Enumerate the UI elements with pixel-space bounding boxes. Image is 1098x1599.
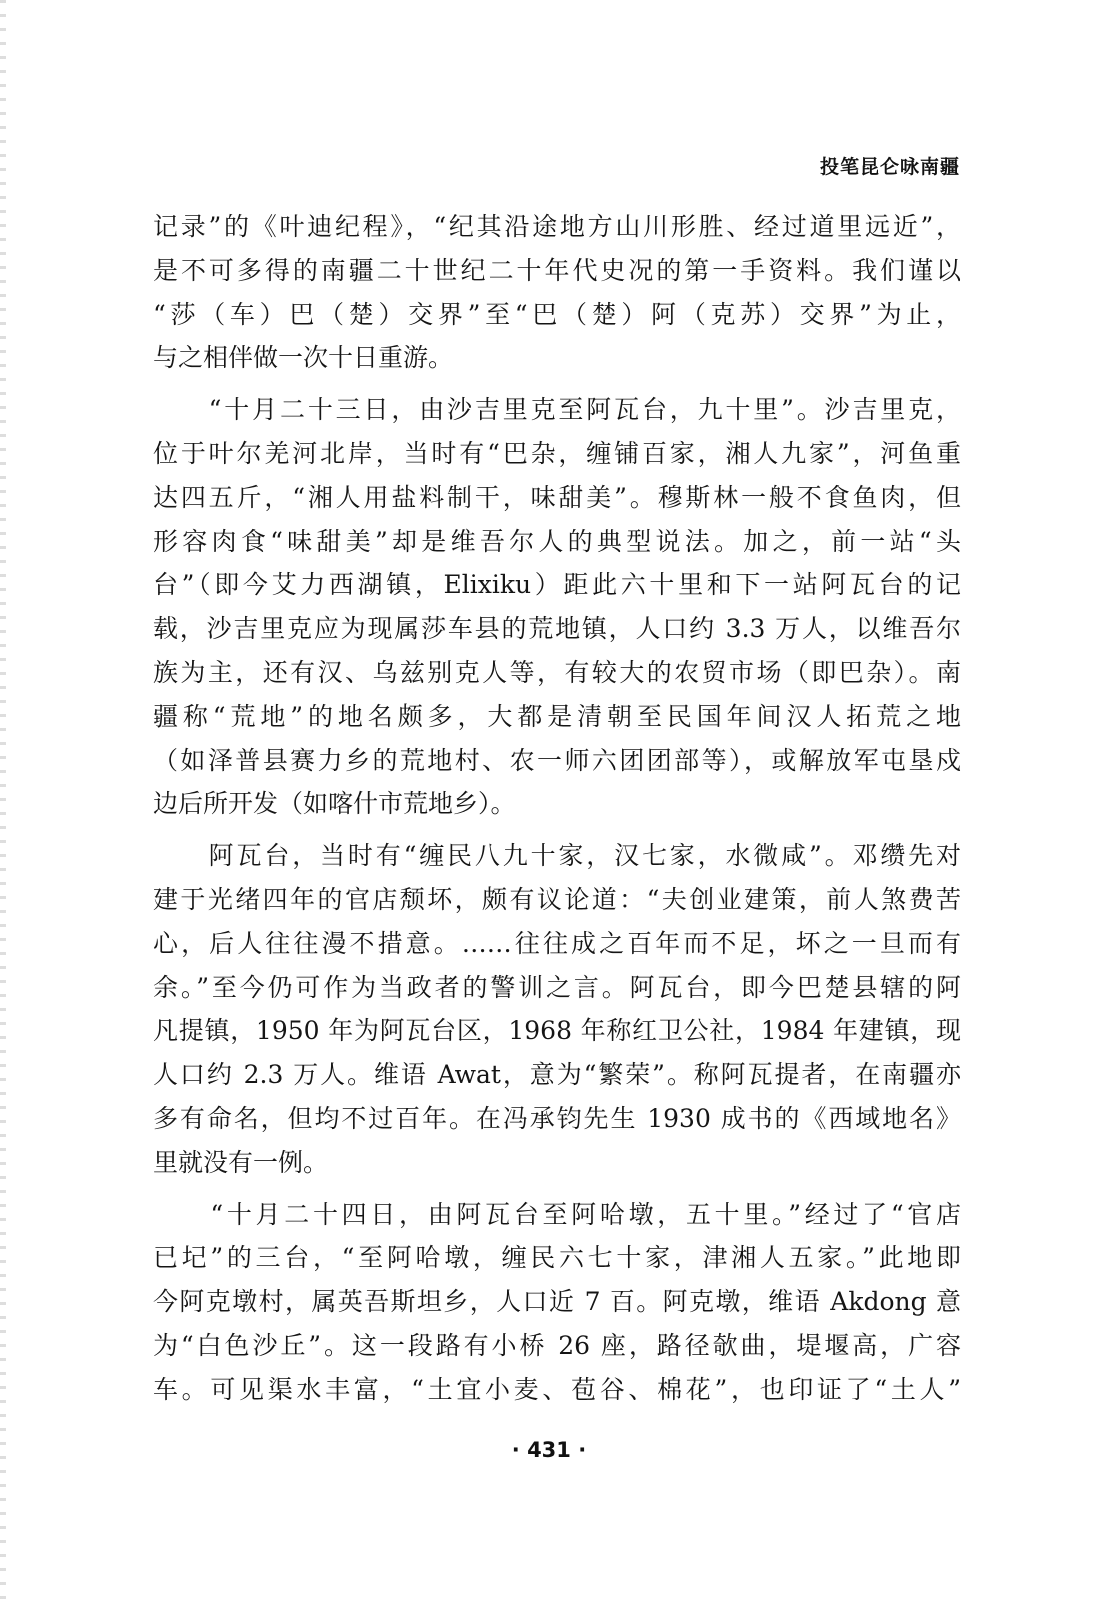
- text-line: 达四五斤，“湘人用盐料制干，味甜美”。穆斯林一般不食鱼肉，但: [153, 482, 961, 512]
- text-line: 族为主，还有汉、乌兹别克人等，有较大的农贸市场（即巴杂）。南: [153, 657, 961, 687]
- text-line: 车。可见渠水丰富，“土宜小麦、苞谷、棉花”，也印证了“土人”: [153, 1374, 961, 1404]
- text-line: 心，后人往往漫不措意。……往往成之百年而不足，坏之一旦而有: [153, 928, 961, 958]
- text-line: 今阿克墩村，属英吾斯坦乡，人口近 7 百。阿克墩，维语 Akdong 意: [153, 1287, 961, 1317]
- text-line: 阿瓦台，当时有“缠民八九十家，汉七家，水微咸”。邓缵先对: [153, 841, 961, 871]
- text-line: 台”（即今艾力西湖镇，Elixiku）距此六十里和下一站阿瓦台的记: [153, 570, 961, 600]
- page-number: · 431 ·: [511, 1438, 587, 1462]
- text-line: 多有命名，但均不过百年。在冯承钧先生 1930 成书的《西域地名》: [153, 1103, 961, 1133]
- text-line: 凡提镇，1950 年为阿瓦台区，1968 年称红卫公社，1984 年建镇，现: [153, 1016, 961, 1046]
- paragraph: [153, 834, 961, 1184]
- text-line: 位于叶尔羌河北岸，当时有“巴杂，缠铺百家，湘人九家”，河鱼重: [153, 438, 961, 468]
- text-line: 与之相伴做一次十日重游。: [153, 343, 454, 373]
- text-line: 余。”至今仍可作为当政者的警训之言。阿瓦台，即今巴楚县辖的阿: [153, 972, 961, 1002]
- text-line: （如泽普县赛力乡的荒地村、农一师六团团部等），或解放军屯垦戍: [153, 745, 961, 775]
- text-line: 已圮”的三台，“至阿哈墩，缠民六七十家，津湘人五家。”此地即: [153, 1243, 961, 1273]
- text-line: 建于光绪四年的官店颓坏，颇有议论道：“夫创业建策，前人煞费苦: [153, 884, 961, 914]
- paragraph: [153, 205, 961, 380]
- text-line: 疆称“荒地”的地名颇多，大都是清朝至民国年间汉人拓荒之地: [153, 701, 961, 731]
- text-line: 里就没有一例。: [153, 1147, 329, 1177]
- paragraph: [153, 388, 961, 826]
- paragraph: [153, 1193, 961, 1412]
- text-line: 人口约 2.3 万人。维语 Awat，意为“繁荣”。称阿瓦提者，在南疆亦: [153, 1060, 961, 1090]
- text-line: 边后所开发（如喀什市荒地乡）。: [153, 789, 516, 819]
- running-header: 投笔昆仑咏南疆: [819, 156, 960, 178]
- body-text: [153, 205, 961, 1412]
- text-line: 载，沙吉里克应为现属莎车县的荒地镇，人口约 3.3 万人，以维吾尔: [153, 614, 961, 644]
- scan-edge: [0, 0, 6, 1599]
- text-line: “十月二十四日，由阿瓦台至阿哈墩，五十里。”经过了“官店: [153, 1199, 961, 1229]
- text-line: “莎（车）巴（楚）交界”至“巴（楚）阿（克苏）交界”为止，: [153, 299, 961, 329]
- text-line: 记录”的《叶迪纪程》，“纪其沿途地方山川形胜、经过道里远近”，: [153, 212, 961, 241]
- text-line: “十月二十三日，由沙吉里克至阿瓦台，九十里”。沙吉里克，: [153, 395, 961, 425]
- text-line: 为“白色沙丘”。这一段路有小桥 26 座，路径欹曲，堤堰高，广容: [153, 1330, 961, 1360]
- text-line: 形容肉食“味甜美”却是维吾尔人的典型说法。加之，前一站“头: [153, 526, 961, 556]
- text-line: 是不可多得的南疆二十世纪二十年代史况的第一手资料。我们谨以: [153, 255, 961, 285]
